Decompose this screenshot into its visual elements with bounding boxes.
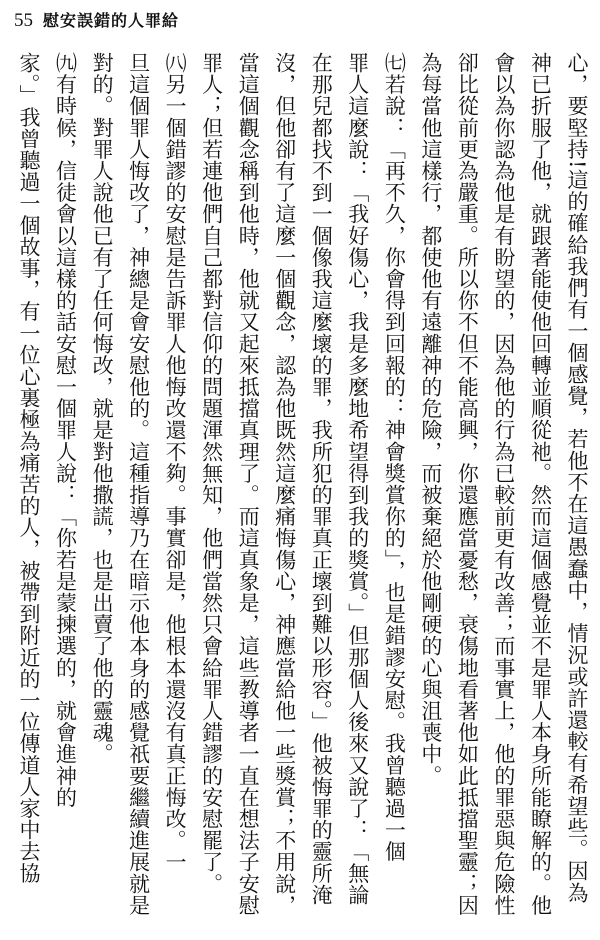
text-column: 在那兒都找不到一個像我這麼壞的罪，我所犯的罪真正壞到難以形容。」他被悔罪的靈所淹 bbox=[309, 52, 334, 906]
text-column-paragraph-7: ㈦若說：「再不久，你會得到回報的：神會獎賞你的」，也是錯謬安慰。我曾聽過一個 bbox=[382, 52, 407, 863]
page-header bbox=[14, 8, 179, 38]
text-column: 卻比從前更為嚴重。所以你不但不能高興，你還應當憂愁，衰傷地看著他如此抵擋聖靈；因 bbox=[455, 52, 480, 916]
text-column: 神已折服了他，就跟著能使他回轉並順從祂。然而這個感覺並不是罪人本身所能瞭解的。他 bbox=[528, 52, 553, 916]
text-column: 沒，但他卻有了這麼一個觀念，認為他既然這麼痛悔傷心，神應當給他一些獎賞；不用說， bbox=[272, 52, 297, 916]
vertical-text-body bbox=[14, 52, 592, 930]
text-column: 旦這個罪人悔改了，神總是會安慰他的。這種指導乃在暗示他本身的感覺祇要繼續進展就是 bbox=[126, 52, 151, 916]
text-column: 對的。對罪人說他已有了任何悔改，就是對他撒謊，也是出賣了他的靈魂。 bbox=[90, 52, 115, 765]
page-number: 55 bbox=[14, 10, 33, 31]
text-column: 心，要堅持!這的確給我們有一個感覺，若他不在這愚蠢中，情況或許還較有希望些。因為 bbox=[564, 52, 589, 904]
text-column: 為每當他這樣行，都使他有遠離神的危險，而被棄絕於他剛硬的心與沮喪中。 bbox=[418, 52, 443, 787]
text-column: 當這個觀念稱到他時，他就又起來抵擋真理了。而這真象是，這些教導者一直在想法子安慰 bbox=[236, 52, 261, 916]
text-column: 會以為你認為他是有盼望的，因為他的行為已較前更有改善；而事實上，他的罪惡與危險性 bbox=[491, 52, 516, 916]
text-column: 罪人；但若連他們自己都對信仰的問題渾然無知，他們當然只會給罪人錯謬的安慰罷了。 bbox=[199, 52, 224, 895]
text-column: 罪人這麼說：「我好傷心，我是多麼地希望得到我的獎賞。」但那個人後來又說了：「無論 bbox=[345, 52, 370, 906]
text-column: 家。」我曾聽過一個故事，有一位心裏極為痛苦的人，被帶到附近的一位傳道人家中去協 bbox=[17, 52, 41, 884]
text-column-paragraph-8: ㈧另一個錯謬的安慰是告訴罪人他悔改還不夠。事實卻是，他根本還沒有真正悔改。一 bbox=[163, 52, 188, 873]
text-column-paragraph-9: ㈨有時候，信徒會以這樣的話安慰一個罪人說：「你若是蒙揀選的，就會進神的 bbox=[53, 52, 78, 808]
running-title: 慰安誤錯的人罪給 bbox=[43, 11, 180, 30]
